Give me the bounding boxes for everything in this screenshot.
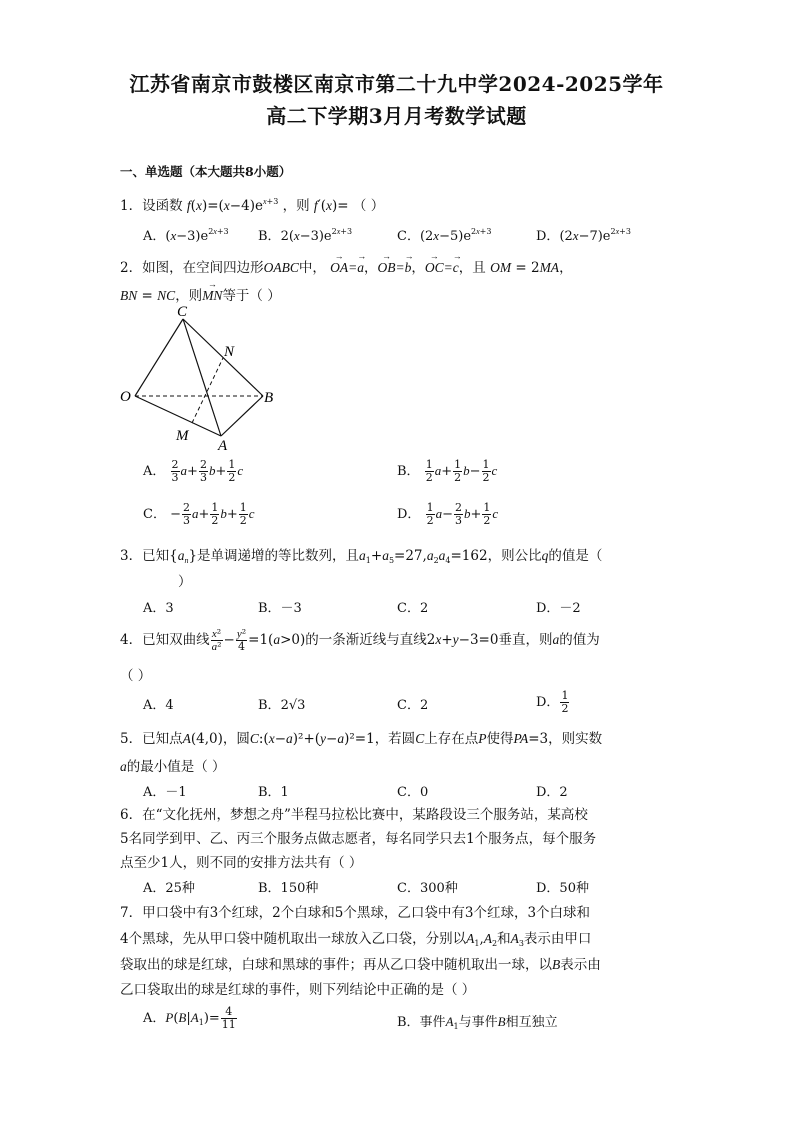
question-3-line2: ） [178, 574, 192, 590]
question-4-line2: （ ） [120, 668, 152, 684]
q4-option-b: B．2√3 [258, 698, 306, 713]
question-5-line1: 5．已知点A(4,0)，圆C:(x−a)²+(y−a)²=1，若圆C上存在点P使得PA=3，则实数 [120, 731, 603, 747]
q2-option-a: A． $\frac{2}{3}$ a+ $\frac{2}{3}$ b+ $\frac{1}{2}$ c [143, 458, 244, 484]
q1-option-c: C．$(2x-5)e^{2x+3}$ [397, 227, 492, 244]
label-o: O [120, 389, 131, 405]
q3-option-c: C．2 [397, 601, 429, 616]
q2-option-c: C． − $\frac{2}{3}$ a+ $\frac{1}{2}$ b+ $\frac{1}{2}$ c [143, 501, 255, 527]
q1-function: f [186, 198, 191, 213]
q5-option-d: D．2 [536, 785, 568, 800]
question-7-line3: 袋取出的球是红球，白球和黑球的事件；再从乙口袋中随机取出一球，以B表示由 [120, 957, 601, 973]
q6-option-c: C．300种 [397, 881, 458, 896]
exam-title-line1: 江苏省南京市鼓楼区南京市第二十九中学2024-2025学年 [129, 72, 664, 96]
question-2-line2: BN = NC，则→ MN等于（ ） [120, 284, 281, 304]
q6-option-b: B．150种 [258, 881, 319, 896]
label-b: B [264, 390, 274, 406]
q7-option-b: B．事件$A_1$与事件B相互独立 [397, 1014, 558, 1031]
section-heading: 一、单选题（本大题共8小题） [120, 164, 292, 179]
q4-option-d: D． $\frac{1}{2}$ [536, 689, 569, 715]
q6-option-d: D．50种 [536, 881, 589, 896]
q7-option-a: A．$P(B|A_1)=$ $\frac{4}{11}$ [143, 1005, 236, 1031]
question-4-line1: 4．已知双曲线 $\frac{\text{x²}}{\text{a²}}$ − $\frac{\text{y²}}{4}$ =1(a>0)的一条渐近线与直线2x+y−3=0垂直，则a的值为 [120, 627, 600, 653]
q5-option-a: A．－1 [143, 785, 187, 800]
q2-option-d: D． $\frac{1}{2}$ a− $\frac{2}{3}$ b+ $\frac{1}{2}$ c [397, 501, 499, 527]
q5-option-b: B．1 [258, 785, 289, 800]
question-1: 1．设函数 $f(x)=(x-4)e^{x+3}$ ，则 f′(x)= （ ） [120, 197, 385, 214]
q3-option-a: A．3 [143, 601, 174, 616]
question-6-line3: 点至少1人，则不同的安排方法共有（ ） [120, 855, 363, 871]
question-6-line2: 5名同学到甲、乙、丙三个服务点做志愿者，每名同学只去1个服务点，每个服务 [120, 831, 597, 847]
q3-option-b: B．－3 [258, 601, 302, 616]
q1-derivative: f [313, 198, 318, 213]
question-7-line1: 7．甲口袋中有3个红球，2个白球和5个黑球，乙口袋中有3个红球，3个白球和 [120, 905, 591, 921]
question-7-line4: 乙口袋取出的球是红球的事件，则下列结论中正确的是（ ） [120, 982, 476, 998]
question-6-line1: 6．在“文化抚州，梦想之舟”半程马拉松比赛中，某路段设三个服务站，某高校 [120, 807, 588, 823]
q2-shape-name: OABC [263, 260, 299, 275]
q1-option-b: B．$2(x-3)e^{2x+3}$ [258, 227, 353, 244]
label-m: M [176, 428, 189, 444]
segment-mn-dashed [192, 358, 223, 423]
tetrahedron-figure [115, 302, 285, 454]
question-2-line1: 2．如图，在空间四边形OABC中， → OA=→ a，→ OB=→ b，→ OC=→ c，且 OM = 2MA， [120, 256, 573, 276]
label-c: C [177, 304, 188, 320]
question-3-line1: 3．已知$\{a_n\}$是单调递增的等比数列，且$a_1+a_5=27,a_2a_4=162$，则公比q的值是（ [120, 548, 603, 565]
edge-oc [135, 319, 183, 396]
exam-title-line2: 高二下学期3月月考数学试题 [266, 104, 527, 128]
q6-option-a: A．25种 [143, 881, 195, 896]
q1-prefix: 1．设函数 [120, 198, 183, 214]
question-7-line2: 4个黑球，先从甲口袋中随机取出一球放入乙口袋，分别以$A_1,A_2$和$A_3$表示由甲口 [120, 931, 592, 948]
label-n: N [224, 344, 235, 360]
q1-suffix: （ ） [352, 198, 385, 214]
q3-option-d: D．－2 [536, 601, 581, 616]
label-a: A [218, 438, 228, 454]
edge-ab [221, 396, 263, 436]
q1-mid: ，则 [282, 198, 310, 214]
q1-option-d: D．$(2x-7)e^{2x+3}$ [536, 227, 631, 244]
q1-option-a: A．$(x-3)e^{2x+3}$ [143, 227, 229, 244]
question-5-line2: a的最小值是（ ） [120, 759, 226, 775]
q2-option-b: B． $\frac{1}{2}$ a+ $\frac{1}{2}$ b− $\frac{1}{2}$ c [397, 458, 498, 484]
q4-option-a: A．4 [143, 698, 174, 713]
q4-option-c: C．2 [397, 698, 429, 713]
q5-option-c: C．0 [397, 785, 429, 800]
